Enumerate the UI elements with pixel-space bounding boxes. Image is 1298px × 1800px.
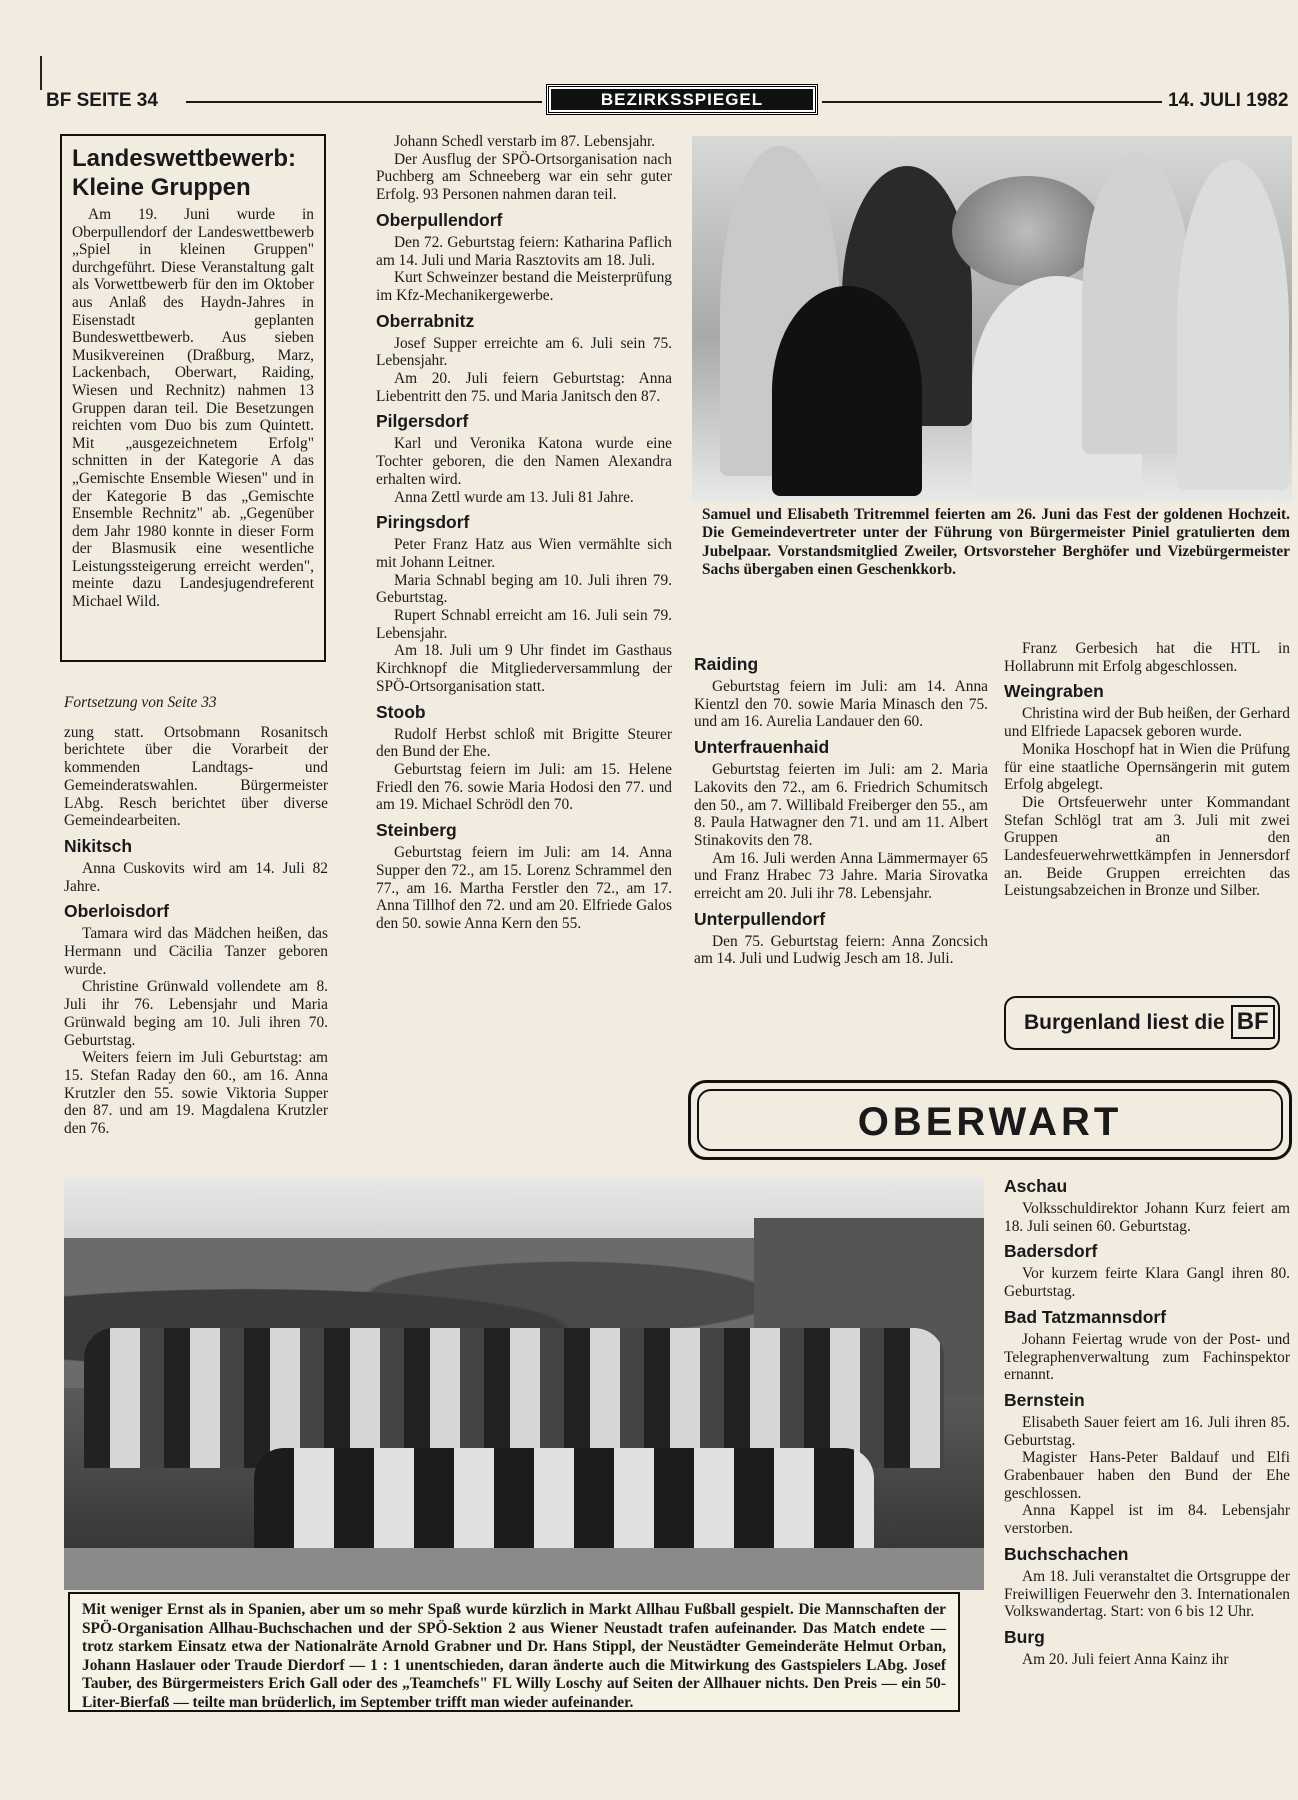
heading-steinberg: Steinberg <box>376 820 457 841</box>
paragraph: Christina wird der Bub heißen, der Gerhard und Elfriede Lapacsek geboren wurde. <box>1004 705 1290 741</box>
paragraph: Magister Hans-Peter Baldauf und Elfi Grabenbauer haben den Bund der Ehe geschlossen. <box>1004 1449 1290 1502</box>
column-4 <box>1004 640 1290 900</box>
paragraph: Franz Gerbesich hat die HTL in Hollabrunn mit Erfolg abgeschlossen. <box>1004 640 1290 675</box>
paragraph: Rudolf Herbst schloß mit Brigitte Steurer den Bund der Ehe. <box>376 725 672 761</box>
left-margin-mark <box>40 56 42 90</box>
photo-football-teams <box>64 1178 984 1590</box>
column-3 <box>694 648 988 968</box>
person-figure <box>1082 154 1192 454</box>
paragraph: Karl und Veronika Katona wurde eine Tochter geboren, die den Namen Alexandra erhalten wird. <box>376 435 672 488</box>
column-2 <box>376 133 672 933</box>
photo-golden-wedding <box>692 136 1292 502</box>
paragraph: Am 20. Juli feiert Anna Kainz ihr <box>1022 1650 1229 1668</box>
paragraph: Elisabeth Sauer feiert am 16. Juli ihren 85. Geburtstag. <box>1004 1413 1290 1449</box>
landeswettbewerb-box <box>60 134 326 662</box>
team-back-row <box>84 1328 944 1468</box>
section-banner-title: OBERWART <box>697 1089 1283 1151</box>
person-figure <box>1177 160 1289 490</box>
heading-badersdorf: Badersdorf <box>1004 1241 1098 1262</box>
heading-pilgersdorf: Pilgersdorf <box>376 411 469 432</box>
paragraph: Rupert Schnabl erreicht am 16. Juli sein 79. Lebensjahr. <box>376 607 672 642</box>
article-text: Am 19. Juni wurde in Oberpullendorf der Landeswettbewerb „Spiel in kleinen Gruppen" durchgeführt. Diese Veranstaltung galt als Vorwettbewerb für den im Oktober aus Anlaß des Haydn-Jahres in Eisenstadt geplanten Bundeswettbewerb. Aus sieben Musikvereinen (Draßburg, Marz, Lackenbach, Oberwart, Raiding, Wiesen und Rechnitz) nahmen 13 Gruppen daran teil. Die Besetzungen reichten vom Duo bis zum Quintett. Mit „ausgezeichnetem Erfolg" schnitten in der Kategorie A das „Gemischte Ensemble Wiesen" und in der Kategorie B das „Gemischte Ensemble Rechnitz" ab. „Gegenüber dem Jahr 1980 konnte in dieser Form der Blasmusik eine wesentliche Leistungssteigerung erreicht werden", meinte dazu Landesjugendreferent Michael Wild. <box>72 206 314 611</box>
heading-oberrabnitz: Oberrabnitz <box>376 310 475 331</box>
bf-advert <box>1004 996 1280 1050</box>
paragraph: Die Ortsfeuerwehr unter Kommandant Stefan Schlögl trat am 3. Juli mit zwei Gruppen an den Landesfeuerwehrwettkämpfen in Jennersdorf an. Beide Gruppen erreichten das Leistungsabzeichen in Bronze und Silber. <box>1004 793 1290 900</box>
paragraph: Monika Hoschopf hat in Wien die Prüfung für eine staatliche Opernsängerin mit gutem Erfolg abgelegt. <box>1004 740 1290 794</box>
paragraph: Kurt Schweinzer bestand die Meisterprüfung im Kfz-Mechanikergewerbe. <box>376 269 672 304</box>
paragraph: Am 20. Juli feiern Geburtstag: Anna Liebentritt den 75. und Maria Janitsch den 87. <box>376 370 672 405</box>
heading-oberloisdorf: Oberloisdorf <box>64 901 170 922</box>
photo-caption-football: Mit weniger Ernst als in Spanien, aber um so mehr Spaß wurde kürzlich in Markt Allhau Fußball gespielt. Die Mannschaften der SPÖ-Organisation Allhau-Buchschachen und der SPÖ-Sektion 2 aus Wiener Neustadt trafen aufeinander. Das Match endete — trotz starkem Einsatz etwa der Nationalräte Arnold Grabner und Dr. Hans Stippl, der Neustädter Gemeinderäte Helmut Orban, Johann Haslauer oder Traude Dierdorf — 1 : 1 unentschieden, daran änderte auch die Mitwirkung des Gastspielers LAbg. Josef Tauber, des Bürgermeisters Erich Gall oder des „Teamchefs" FL Willy Loschy auf Seiten der Allhauer nichts. Den Preis — ein 50-Liter-Bierfaß — teilte man brüderlich, im September trifft man wieder aufeinander. <box>68 1592 960 1712</box>
gift-basket <box>952 176 1102 286</box>
column-5 <box>1004 1170 1290 1669</box>
paragraph: Johann Feiertag wrude von der Post- und Telegraphenverwaltung zum Fachinspektor ernannt. <box>1004 1330 1290 1384</box>
heading-piringsdorf: Piringsdorf <box>376 512 470 533</box>
article-title: Landeswettbewerb: Kleine Gruppen <box>72 145 297 201</box>
paragraph: Den 75. Geburtstag feiern: Anna Zoncsich am 14. Juli und Ludwig Jesch am 18. Juli. <box>694 932 988 968</box>
heading-weingraben: Weingraben <box>1004 681 1104 702</box>
header <box>0 0 1298 120</box>
paragraph: Volksschuldirektor Johann Kurz feiert am 18. Juli seinen 60. Geburtstag. <box>1004 1200 1290 1235</box>
paragraph: Maria Schnabl beging am 10. Juli ihren 79. Geburtstag. <box>376 571 672 607</box>
heading-bernstein: Bernstein <box>1004 1389 1085 1410</box>
paragraph: Tamara wird das Mädchen heißen, das Hermann und Cäcilia Tanzer geboren wurde. <box>64 925 328 978</box>
paragraph: Christine Grünwald vollendete am 8. Juli ihr 76. Lebensjahr und Maria Grünwald beging am 10. Juli ihren 70. Geburtstag. <box>64 978 328 1049</box>
paragraph: Johann Schedl verstarb im 87. Lebensjahr. <box>394 133 656 150</box>
paragraph: Geburtstag feiern im Juli: am 14. Anna Kientzl den 70. sowie Maria Minasch den 75. und am 16. Aurelia Landauer den 60. <box>694 678 988 731</box>
paragraph: Am 18. Juli um 9 Uhr findet im Gasthaus Kirchknopf die Mitgliederversammlung der SPÖ-Ortsorganisation statt. <box>376 642 672 695</box>
paragraph: Am 18. Juli veranstaltet die Ortsgruppe der Freiwilligen Feuerwehr den 3. Internationalen Volkswandertag. Start: von 6 bis 12 Uhr. <box>1004 1567 1290 1621</box>
advert-text: Burgenland liest die <box>1024 1011 1225 1034</box>
issue-date: 14. JULI 1982 <box>1168 90 1289 111</box>
column-1 <box>64 694 328 1138</box>
paragraph: Anna Cuskovits wird am 14. Juli 82 Jahre. <box>64 859 328 895</box>
heading-unterfrauenhaid: Unterfrauenhaid <box>694 737 830 758</box>
heading-oberpullendorf: Oberpullendorf <box>376 209 503 230</box>
paragraph: Am 16. Juli werden Anna Lämmermayer 65 und Franz Hrabec 73 Jahre. Maria Sirovatka erreicht am 20. Juli ihr 78. Lebensjahr. <box>694 849 988 903</box>
team-front-row <box>254 1448 874 1548</box>
bf-logo: BF <box>1231 1005 1275 1039</box>
header-rule-right <box>822 101 1162 103</box>
heading-nikitsch: Nikitsch <box>64 835 133 856</box>
paragraph: Geburtstag feiern im Juli: am 14. Anna Supper den 72., am 15. Lorenz Schrammel den 77., am 16. Martha Ferstler den 72., am 17. Anna Tillhof den 72. und am 20. Elfriede Galos den 50. sowie Anna Kern den 55. <box>376 844 672 932</box>
paragraph: Weiters feiern im Juli Geburtstag: am 15. Stefan Raday den 60., am 16. Anna Krutzler den 55. sowie Viktoria Supper den 87. und am 19. Magdalena Krutzler den 76. <box>64 1049 328 1138</box>
section-tag: BEZIRKSSPIEGEL <box>546 84 818 115</box>
paragraph: Geburtstag feiern im Juli: am 15. Helene Friedl den 76. sowie Maria Hodosi den 77. und am 19. Michael Schrödl den 70. <box>376 760 672 814</box>
page-number: BF SEITE 34 <box>46 90 158 111</box>
paragraph: zung statt. Ortsobmann Rosanitsch berichtete über die Vorarbeit der kommenden Landtags- und Gemeinderatswahlen. Bürgermeister LAbg. Resch berichtet über diverse Gemeindearbeiten. <box>64 723 328 830</box>
person-figure <box>772 286 922 496</box>
heading-bad-tatzmannsdorf: Bad Tatzmannsdorf <box>1004 1306 1167 1327</box>
photo-grass <box>64 1548 984 1590</box>
heading-stoob: Stoob <box>376 701 426 722</box>
heading-burg: Burg <box>1004 1626 1045 1647</box>
paragraph: Den 72. Geburtstag feiern: Katharina Paflich am 14. Juli und Maria Rasztovits am 18. Juli. <box>376 233 672 269</box>
paragraph: Geburtstag feierten im Juli: am 2. Maria Lakovits den 72., am 6. Friedrich Schumitsch den 50., am 7. Willibald Freiberger den 55., am 8. Paula Hatwagner den 71. und am 11. Albert Stinakovits den 78. <box>694 761 988 849</box>
section-banner <box>688 1080 1292 1160</box>
heading-raiding: Raiding <box>694 654 759 674</box>
paragraph: Anna Kappel ist im 84. Lebensjahr verstorben. <box>1004 1502 1290 1538</box>
heading-unterpullendorf: Unterpullendorf <box>694 908 826 929</box>
paragraph: Anna Zettl wurde am 13. Juli 81 Jahre. <box>394 488 634 506</box>
paragraph: Peter Franz Hatz aus Wien vermählte sich mit Johann Leitner. <box>376 536 672 571</box>
heading-buchschachen: Buchschachen <box>1004 1543 1129 1564</box>
paragraph: Der Ausflug der SPÖ-Ortsorganisation nach Puchberg am Schneeberg war ein sehr guter Erfolg. 93 Personen nahmen daran teil. <box>376 150 672 204</box>
continuation-note: Fortsetzung von Seite 33 <box>64 694 217 711</box>
heading-aschau: Aschau <box>1004 1176 1068 1196</box>
paragraph: Josef Supper erreichte am 6. Juli sein 75. Lebensjahr. <box>376 334 672 370</box>
paragraph: Vor kurzem feirte Klara Gangl ihren 80. Geburtstag. <box>1004 1265 1290 1301</box>
header-rule-left <box>186 101 542 103</box>
photo-caption-golden-wedding: Samuel und Elisabeth Tritremmel feierten am 26. Juni das Fest der goldenen Hochzeit. Die Gemeindevertreter unter der Führung von Bürgermeister Piniel gratulierten dem Jubelpaar. Vorstandsmitglied Zweiler, Ortsvorsteher Berghöfer und Vizebürgermeister Sachs übergaben einen Geschenkkorb. <box>702 506 1290 579</box>
